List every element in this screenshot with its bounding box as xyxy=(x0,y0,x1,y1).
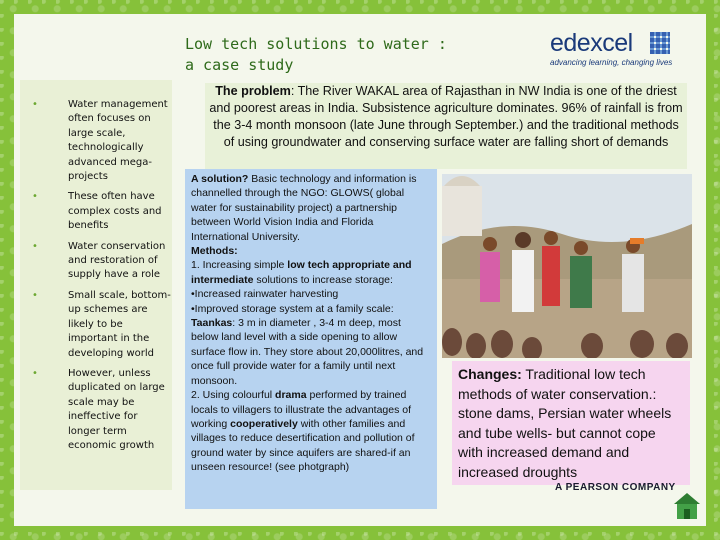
problem-label: The problem xyxy=(215,84,291,98)
logo-tagline: advancing learning, changing lives xyxy=(550,58,673,67)
taankas-label: Taankas xyxy=(191,317,233,330)
problem-text: : The River WAKAL area of Rajasthan in NW India is one of the driest and poorest areas in India. Subsistence agriculture dominates. 96% of rainfall is from the 3-4 month monsoon (late June through September.) and the traditional methods of using groundwater and conserving surface water are falling short of demands xyxy=(209,84,683,149)
method-1b: •Improved storage system at a family scale: xyxy=(191,302,394,315)
bullet-list xyxy=(32,98,172,459)
problem-box xyxy=(205,83,687,169)
slide-title xyxy=(185,34,447,76)
village-drama-photo xyxy=(442,174,692,358)
title-line-2: a case study xyxy=(185,56,294,74)
changes-text: Traditional low tech methods of water conservation.: stone dams, Persian water wheels and tube wells- but cannot cope with increased demand and increased droughts xyxy=(458,366,672,480)
bullet-icon: • xyxy=(32,191,38,203)
logo-wordmark: edexcel xyxy=(550,29,633,57)
taankas-text: : 3 m in diameter , 3-4 m deep, most below land level with a side opening to allow surface flow in. They store about 20,000litres, and once full provide water for a family until next monsoon. xyxy=(191,317,424,387)
list-item: • Water conservation and restoration of supply have a role xyxy=(32,240,166,281)
method-1a: •Increased rainwater harvesting xyxy=(191,288,339,301)
bullet-icon: • xyxy=(32,240,38,252)
changes-label: Changes: xyxy=(458,366,522,382)
title-line-1: Low tech solutions to water : xyxy=(185,35,447,53)
solution-intro: Basic technology and information is channelled through the NGO: GLOWS( global water for sustainability project) a partnership between World Vision India and Florida International University. xyxy=(191,173,417,243)
list-item: • These often have complex costs and benefits xyxy=(32,191,162,232)
list-item: • Water management often focuses on large scale, technologically advanced mega-projects xyxy=(32,99,168,183)
changes-box xyxy=(452,361,690,485)
home-icon[interactable] xyxy=(672,491,702,521)
methods-label: Methods: xyxy=(191,245,238,258)
logo-grid-icon xyxy=(650,32,670,54)
bullet-icon: • xyxy=(32,289,38,301)
bullet-icon: • xyxy=(32,367,38,379)
edexcel-logo xyxy=(550,30,675,72)
solution-box: A solution? Basic technology and information is channelled through the NGO: GLOWS( global water for sustainability project) a partnership between World Vision India and Florida International University. Methods: 1. Increasing simple low tech appropriate and intermediate solutions to increase storage: •Increased rainwater harvesting •Improved storage system at a family scale: Taankas: 3 m in diameter , 3-4 m deep, most below land level with a side opening to allow surface flow in. They store about 20,000litres, and once full provide water for a family until next monsoon. 2. Using colourful drama performed by trained locals to villagers to illustrate the advantages of working cooperatively with other families and villages to reduce desertification and pollution of ground water by since aquifers are shared-if an unseen resource! (see photgraph) xyxy=(185,169,437,509)
pearson-footer: A PEARSON COMPANY xyxy=(555,482,676,493)
list-item: • However, unless duplicated on large scale may be ineffective for longer term economic growth xyxy=(32,367,165,451)
solution-label: A solution? xyxy=(191,173,249,185)
bullet-icon: • xyxy=(32,99,38,110)
list-item: • Small scale, bottom-up schemes are likely to be important in the developing world xyxy=(32,289,171,359)
